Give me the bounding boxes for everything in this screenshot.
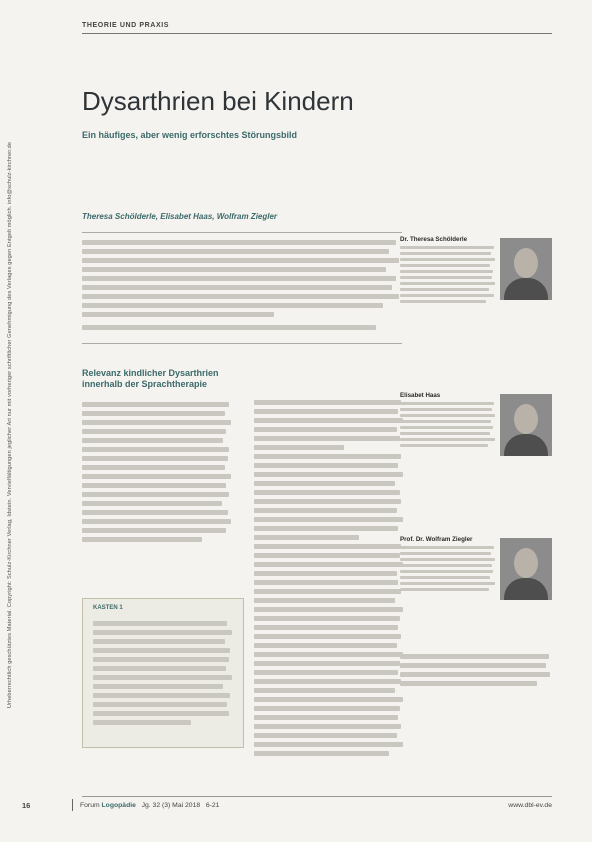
body-column-3	[400, 650, 552, 690]
article-title: Dysarthrien bei Kindern	[82, 86, 354, 116]
author-photo-2	[500, 394, 552, 456]
footer-rule	[82, 796, 552, 797]
author-photo-3	[500, 538, 552, 600]
footer-url: www.dbl-ev.de	[508, 802, 552, 809]
author-bio-3-name: Prof. Dr. Wolfram Ziegler	[400, 536, 473, 543]
copyright-notice-text: Urheberrechtlich geschütztes Material. Copyright: Schulz-Kirchner Verlag, Idstein. Vervielfältigungen jeglicher Art nur mit vorheriger schriftlicher Genehmigung des Verlages gegen Entgelt möglich. info@schulz-kirchner.de	[7, 141, 14, 709]
copyright-notice	[2, 40, 18, 810]
author-bio-3	[400, 536, 496, 594]
journal-name: Logopädie	[101, 802, 136, 809]
journal-prefix: Forum	[80, 802, 100, 809]
body-column-1	[82, 398, 232, 568]
author-bio-1	[400, 236, 496, 306]
journal-pages: 6-21	[205, 802, 220, 809]
author-bio-2	[400, 392, 496, 450]
author-photo-1	[500, 238, 552, 300]
section-heading: Relevanz kindlicher Dysarthrien innerhalb der Sprachtherapie	[82, 368, 219, 389]
article-authors: Theresa Schölderle, Elisabet Haas, Wolfram Ziegler	[82, 212, 278, 221]
abstract-block	[82, 232, 402, 344]
article-subtitle: Ein häufiges, aber wenig erforschtes Störungsbild	[82, 130, 298, 140]
page-number: 16	[22, 801, 31, 810]
footer-journal	[80, 802, 219, 809]
journal-issue: Jg. 32 (3) Mai 2018	[141, 802, 201, 809]
top-rule	[82, 33, 552, 34]
section-label: THEORIE UND PRAXIS	[82, 22, 170, 29]
author-bio-2-name: Elisabet Haas	[400, 392, 441, 399]
info-box	[82, 598, 244, 748]
body-column-2	[254, 396, 404, 788]
info-box-label: KASTEN 1	[93, 605, 123, 611]
author-bio-1-name: Dr. Theresa Schölderle	[400, 236, 468, 243]
footer-separator	[72, 799, 73, 811]
